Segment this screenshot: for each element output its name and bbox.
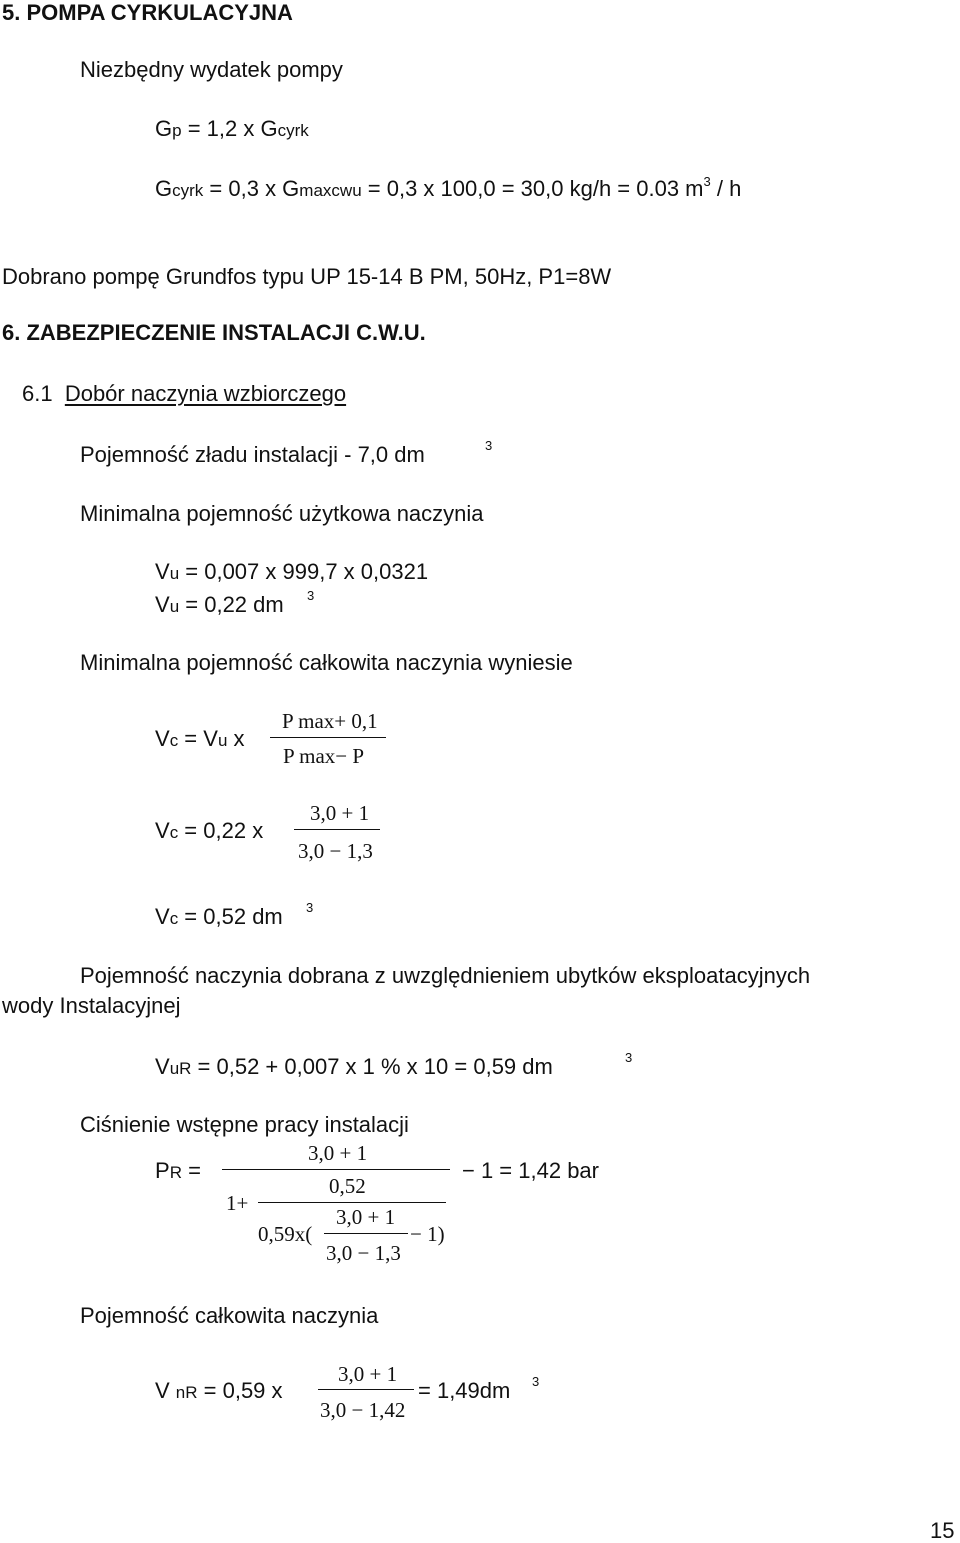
vu-formula: Vu = 0,007 x 999,7 x 0,0321 — [155, 559, 429, 584]
pr-second-fraction-bar — [258, 1202, 446, 1203]
pump-selection-text: Dobrano pompę Grundfos typu UP 15-14 B PM, 50Hz, P1=8W — [2, 264, 612, 289]
vu-result: Vu = 0,22 dm — [155, 592, 284, 617]
pr-one-plus: 1+ — [226, 1191, 249, 1215]
pr-numerator: 3,0 + 1 — [308, 1141, 368, 1165]
vnr-denominator: 3,0 − 1,42 — [320, 1398, 406, 1422]
system-capacity-text: Pojemność zładu instalacji - 7,0 dm — [80, 442, 425, 467]
section-6-heading: 6. ZABEZPIECZENIE INSTALACJI C.W.U. — [2, 320, 426, 345]
vnr-numerator: 3,0 + 1 — [338, 1362, 398, 1386]
gp-formula: Gp = 1,2 x Gcyrk — [155, 116, 309, 141]
vc-formula-fraction-bar — [270, 737, 386, 738]
note-line-1: Pojemność naczynia dobrana z uwzględnieniem ubytków eksploatacyjnych — [80, 963, 811, 988]
vc-formula-numerator: P max+ 0,1 — [282, 709, 378, 733]
vu-superscript: 3 — [307, 588, 315, 603]
vc-calc-denominator: 3,0 − 1,3 — [298, 839, 373, 863]
min-useful-capacity-label: Minimalna pojemność użytkowa naczynia — [80, 501, 484, 526]
vc-formula-denominator: P max− P — [283, 744, 365, 768]
vnr-fraction-bar — [318, 1389, 414, 1390]
vc-calc-fraction-bar — [294, 829, 380, 830]
vur-superscript: 3 — [625, 1050, 633, 1065]
vc-calc-lhs: Vc = 0,22 x — [155, 818, 264, 843]
pr-inner-numerator: 3,0 + 1 — [336, 1205, 396, 1229]
required-flow-label: Niezbędny wydatek pompy — [80, 57, 343, 82]
vnr-formula-lhs: V nR = 0,59 x — [155, 1378, 283, 1403]
vc-superscript: 3 — [306, 900, 314, 915]
vc-calc-numerator: 3,0 + 1 — [310, 801, 370, 825]
pressure-label: Ciśnienie wstępne pracy instalacji — [80, 1112, 409, 1137]
total-capacity-label: Pojemność całkowita naczynia — [80, 1303, 379, 1328]
pr-inner-fraction-bar — [324, 1233, 408, 1234]
pr-main-fraction-bar — [222, 1169, 450, 1170]
vc-result: Vc = 0,52 dm — [155, 904, 283, 929]
pr-result: − 1 = 1,42 bar — [462, 1158, 599, 1183]
vur-formula: VuR = 0,52 + 0,007 x 1 % x 10 = 0,59 dm — [155, 1054, 553, 1079]
min-total-capacity-label: Minimalna pojemność całkowita naczynia wyniesie — [80, 650, 573, 675]
gcyrk-formula: Gcyrk = 0,3 x Gmaxcwu = 0,3 x 100,0 = 30,0 kg/h = 0.03 $m^3$ / h — [155, 174, 742, 201]
note-line-2: wody Instalacyjnej — [2, 993, 181, 1018]
pr-inner-denominator: 3,0 − 1,3 — [326, 1241, 401, 1265]
pr-inner-left: 0,59x( — [258, 1222, 313, 1246]
subsection-6-1-heading: 6.1 Dobór naczynia wzbiorczego — [22, 381, 347, 406]
pr-denominator-top: 0,52 — [329, 1174, 366, 1198]
pr-inner-right: − 1) — [410, 1222, 445, 1246]
page-number: 15 — [930, 1518, 955, 1543]
vnr-result: = 1,49dm — [418, 1378, 511, 1403]
section-5-heading: 5. POMPA CYRKULACYJNA — [2, 0, 293, 25]
vc-formula-lhs: Vc = Vu x — [155, 726, 245, 751]
capacity-superscript: 3 — [485, 438, 493, 453]
pr-formula-lhs: PR = — [155, 1158, 201, 1183]
vnr-superscript: 3 — [532, 1374, 540, 1389]
